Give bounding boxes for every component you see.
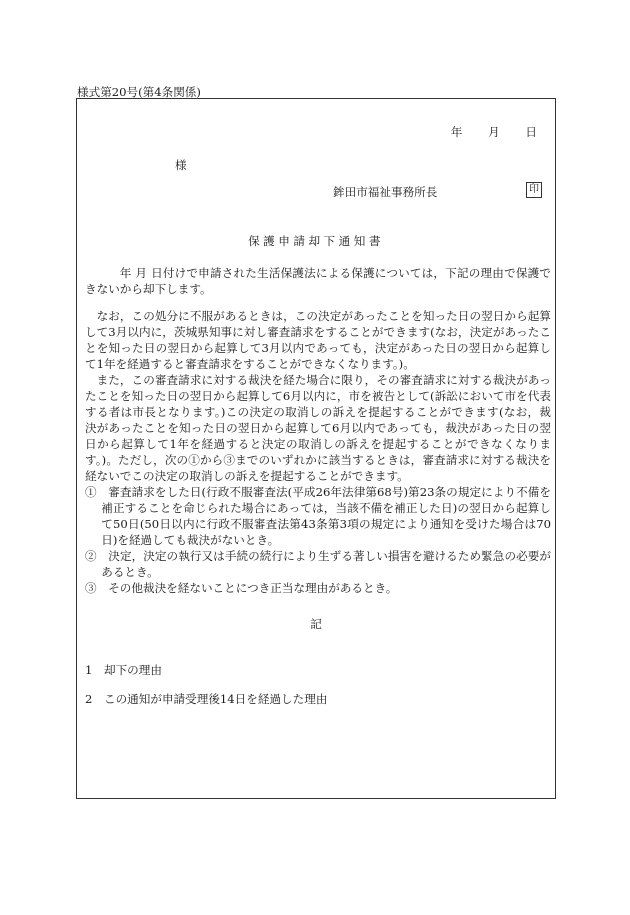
- lead-paragraph: 年 月 日付けで申請された生活保護法による保護については，下記の理由で保護できないから却下します。: [85, 266, 551, 296]
- document-title: 保護申請却下通知書: [248, 234, 384, 248]
- lawsuit-paragraph: また，この審査請求に対する裁決を経た場合に限り，その審査請求に対する裁決があったことを知った日の翌日から起算して6月以内に，市を被告として(訴訟において市を代表する者は市長となります。)この決定の取消しの訴えを提起することができます(なお，裁決があったことを知った日の翌日から起算して6月以内であっても，裁決があった日の翌日から起算して1年を経過すると決定の取消しの訴えを提起することができなくなります。)。ただし，次の①から③までのいずれかに該当するときは，審査請求に対する裁決を経ないでこの決定の取消しの訴えを提起することができます。: [85, 373, 551, 483]
- seal-stamp: 印: [526, 182, 542, 198]
- condition-item: ③ その他裁決を経ないことにつき正当な理由があるとき。: [85, 581, 398, 595]
- condition-item: ② 決定，決定の執行又は手続の続行により生ずる著しい損害を避けるため緊急の必要があるとき。: [85, 549, 551, 579]
- reason-item-rejection: 1 却下の理由: [85, 663, 162, 677]
- form-number: 様式第20号(第4条関係): [77, 85, 201, 99]
- condition-item: ① 審査請求をした日(行政不服審査法(平成26年法律第68号)第23条の規定により不備を補正することを命じられた場合にあっては，当該不備を補正した日)の翌日から起算して50日(50日以内に行政不服審査法第43条第3項の規定により通知を受けた場合は70日)を経過しても裁決がないとき。: [85, 485, 551, 547]
- date-day: 日: [525, 125, 537, 139]
- date-year: 年: [450, 125, 463, 139]
- ki-heading: 記: [310, 617, 322, 631]
- date-month: 月: [488, 125, 500, 139]
- notice-body: [85, 265, 551, 596]
- appeal-paragraph: なお，この処分に不服があるときは，この決定があったことを知った日の翌日から起算して3月以内に，茨城県知事に対し審査請求をすることができます(なお，決定があったことを知った日の翌日から起算して3月以内であっても，決定があった日の翌日から起算して1年を経過すると審査請求をすることができなくなります。)。: [85, 309, 551, 371]
- document-frame: [76, 98, 556, 799]
- reason-item-delay: 2 この通知が申請受理後14日を経過した理由: [85, 692, 328, 706]
- date-line: [429, 124, 537, 140]
- issuer-name: 鉾田市福祉事務所長: [333, 185, 438, 199]
- addressee-suffix: 様: [175, 158, 187, 172]
